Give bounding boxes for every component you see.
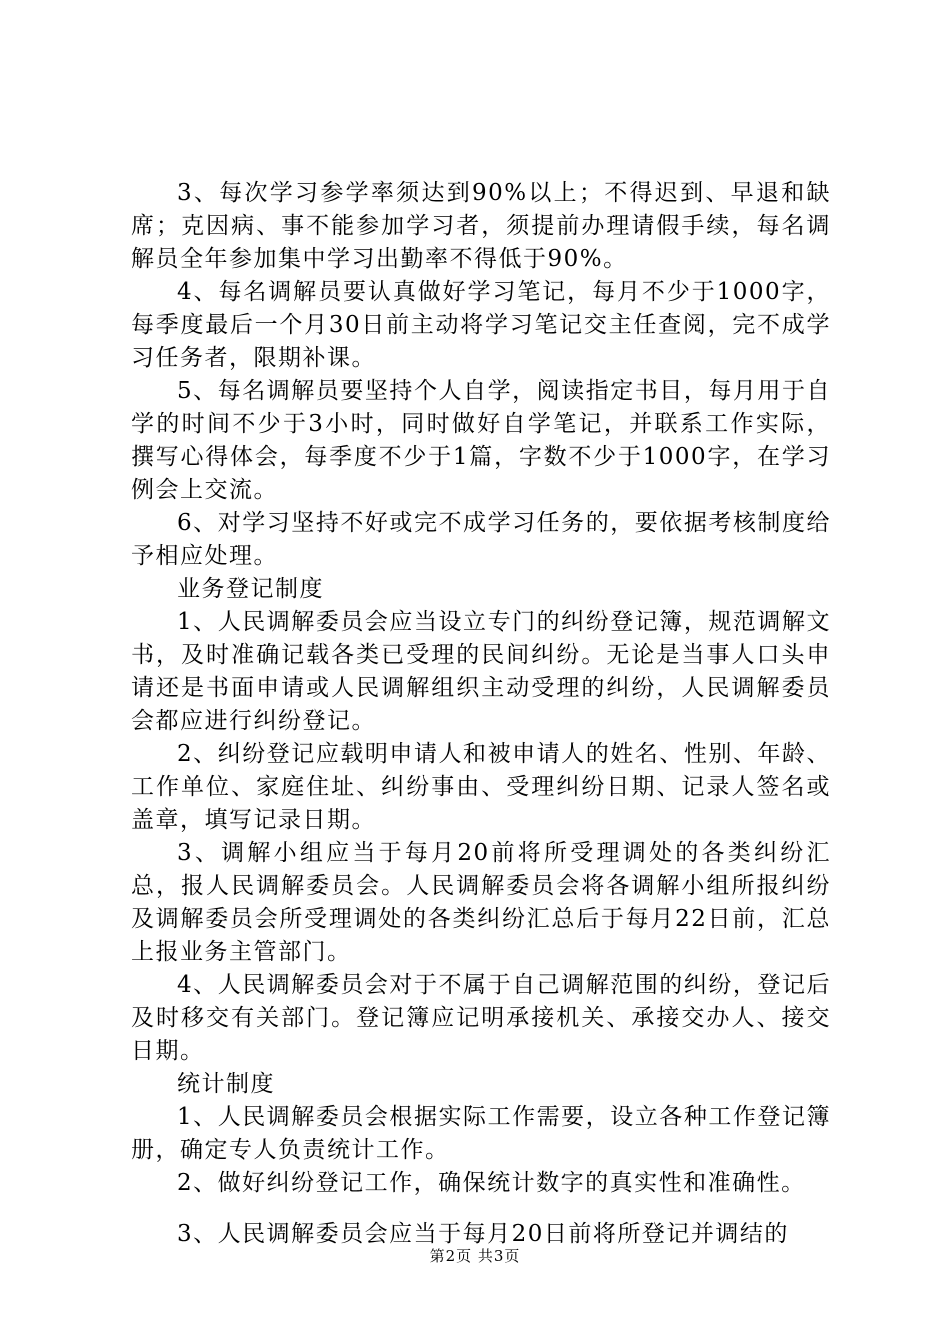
paragraph-monthly-summary: 3、调解小组应当于每月20前将所受理调处的各类纠纷汇总，报人民调解委员会。人民调解委员会将各调解小组所报纠纷及调解委员会所受理调处的各类纠纷汇总后于每月22日前，汇总上报业务主管部门。 — [131, 840, 831, 965]
paragraph-study-notes: 4、每名调解员要认真做好学习笔记，每月不少于1000字，每季度最后一个月30日前主动将学习笔记交主任查阅，完不成学习任务者，限期补课。 — [131, 279, 831, 371]
paragraph-registration-content: 2、纠纷登记应载明申请人和被申请人的姓名、性别、年龄、工作单位、家庭住址、纠纷事由、受理纠纷日期、记录人签名或盖章，填写记录日期。 — [131, 741, 831, 833]
paragraph-transfer: 4、人民调解委员会对于不属于自己调解范围的纠纷，登记后及时移交有关部门。登记簿应记明承接机关、承接交办人、接交日期。 — [131, 972, 831, 1064]
paragraph-statistics-accuracy: 2、做好纠纷登记工作，确保统计数字的真实性和准确性。 — [177, 1170, 806, 1196]
paragraph-self-study: 5、每名调解员要坚持个人自学，阅读指定书目，每月用于自学的时间不少于3小时，同时做好自学笔记，并联系工作实际，撰写心得体会，每季度不少于1篇，字数不少于1000字，在学习例会上交流。 — [131, 378, 831, 503]
paragraph-assessment: 6、对学习坚持不好或完不成学习任务的，要依据考核制度给予相应处理。 — [131, 510, 831, 569]
section-heading-business-registration: 业务登记制度 — [177, 576, 324, 602]
page-footer: 第2页 共3页 — [429, 1247, 521, 1265]
paragraph-statistics-report: 3、人民调解委员会应当于每月20日前将所登记并调结的 — [177, 1221, 789, 1247]
paragraph-study-attendance: 3、每次学习参学率须达到90%以上；不得迟到、早退和缺席；克因病、事不能参加学习者，须提前办理请假手续，每名调解员全年参加集中学习出勤率不得低于90%。 — [131, 180, 831, 272]
section-heading-statistics: 统计制度 — [177, 1071, 275, 1097]
paragraph-registration-book: 1、人民调解委员会应当设立专门的纠纷登记簿，规范调解文书，及时准确记载各类已受理的民间纠纷。无论是当事人口头申请还是书面申请或人民调解组织主动受理的纠纷，人民调解委员会都应进行纠纷登记。 — [131, 609, 831, 734]
document-body — [131, 177, 831, 1251]
paragraph-statistics-books: 1、人民调解委员会根据实际工作需要，设立各种工作登记簿册，确定专人负责统计工作。 — [131, 1104, 831, 1163]
